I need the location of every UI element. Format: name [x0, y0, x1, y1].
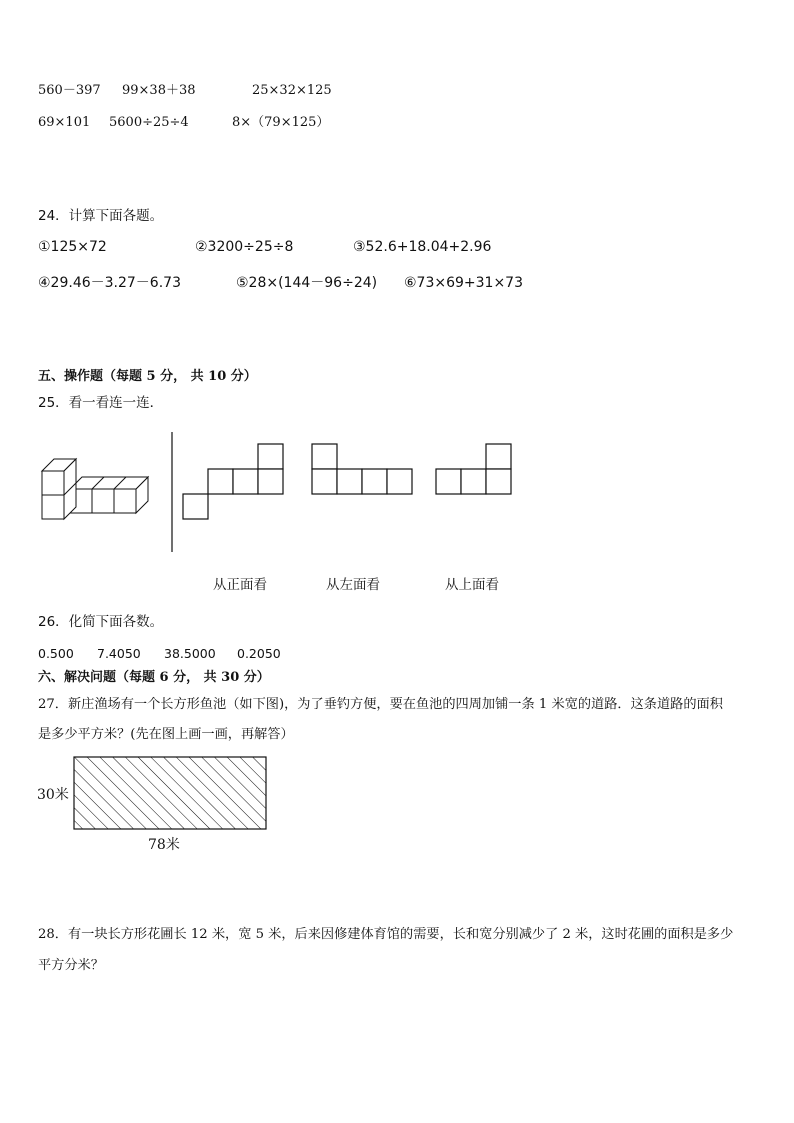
section-heading: 六、解决问题（每题 6 分， 共 30 分） [38, 670, 270, 685]
section-heading: 五、操作题（每题 5 分， 共 10 分） [38, 369, 257, 384]
view-figure-a [182, 443, 284, 521]
calc-item: 8×（79×125） [232, 115, 330, 130]
question-28-line1: 28．有一块长方形花圃长 12 米，宽 5 米，后来因修建体育馆的需要，长和宽分别减少了 2 米，这时花圃的面积是多少 [38, 927, 734, 942]
view-label: 从正面看 [213, 577, 267, 593]
calc-item: ②3200÷25÷8 [195, 239, 294, 255]
view-label: 从左面看 [326, 577, 380, 593]
view-figure-c [435, 443, 515, 496]
view-figure-b [311, 443, 415, 496]
question-25-title: 25．看一看连一连． [38, 395, 164, 411]
question-27-line2: 是多少平方米？(先在图上画一画，再解答） [38, 727, 294, 742]
question-24-title: 24．计算下面各题。 [38, 208, 164, 224]
length-label: 78米 [148, 837, 180, 853]
cube-solid-figure [40, 465, 160, 525]
number-item: 38.5000 [164, 646, 216, 661]
number-item: 7.4050 [97, 646, 141, 661]
calc-item: 560－397 [38, 83, 101, 98]
calc-item: 25×32×125 [252, 83, 332, 98]
number-item: 0.500 [38, 646, 74, 661]
calc-item: 99×38＋38 [122, 83, 196, 98]
divider-line [171, 432, 175, 552]
calc-item: 69×101 [38, 115, 91, 130]
question-26-title: 26．化简下面各数。 [38, 614, 164, 630]
question-27-line1: 27．新庄渔场有一个长方形鱼池（如下图)，为了垂钓方便，要在鱼池的四周加铺一条 1 米宽的道路．这条道路的面积 [38, 697, 723, 712]
number-item: 0.2050 [237, 646, 281, 661]
calc-item: ⑥73×69+31×73 [404, 275, 523, 291]
calc-item: ①125×72 [38, 239, 107, 255]
calc-item: ③52.6+18.04+2.96 [353, 239, 492, 255]
fish-pond-rectangle [73, 756, 267, 830]
view-label: 从上面看 [445, 577, 499, 593]
calc-item: ⑤28×(144－96÷24) [236, 275, 378, 291]
calc-item: 5600÷25÷4 [109, 115, 189, 130]
calc-item: ④29.46－3.27－6.73 [38, 275, 181, 291]
width-label: 30米 [37, 787, 69, 803]
question-28-line2: 平方分米？ [38, 958, 104, 973]
